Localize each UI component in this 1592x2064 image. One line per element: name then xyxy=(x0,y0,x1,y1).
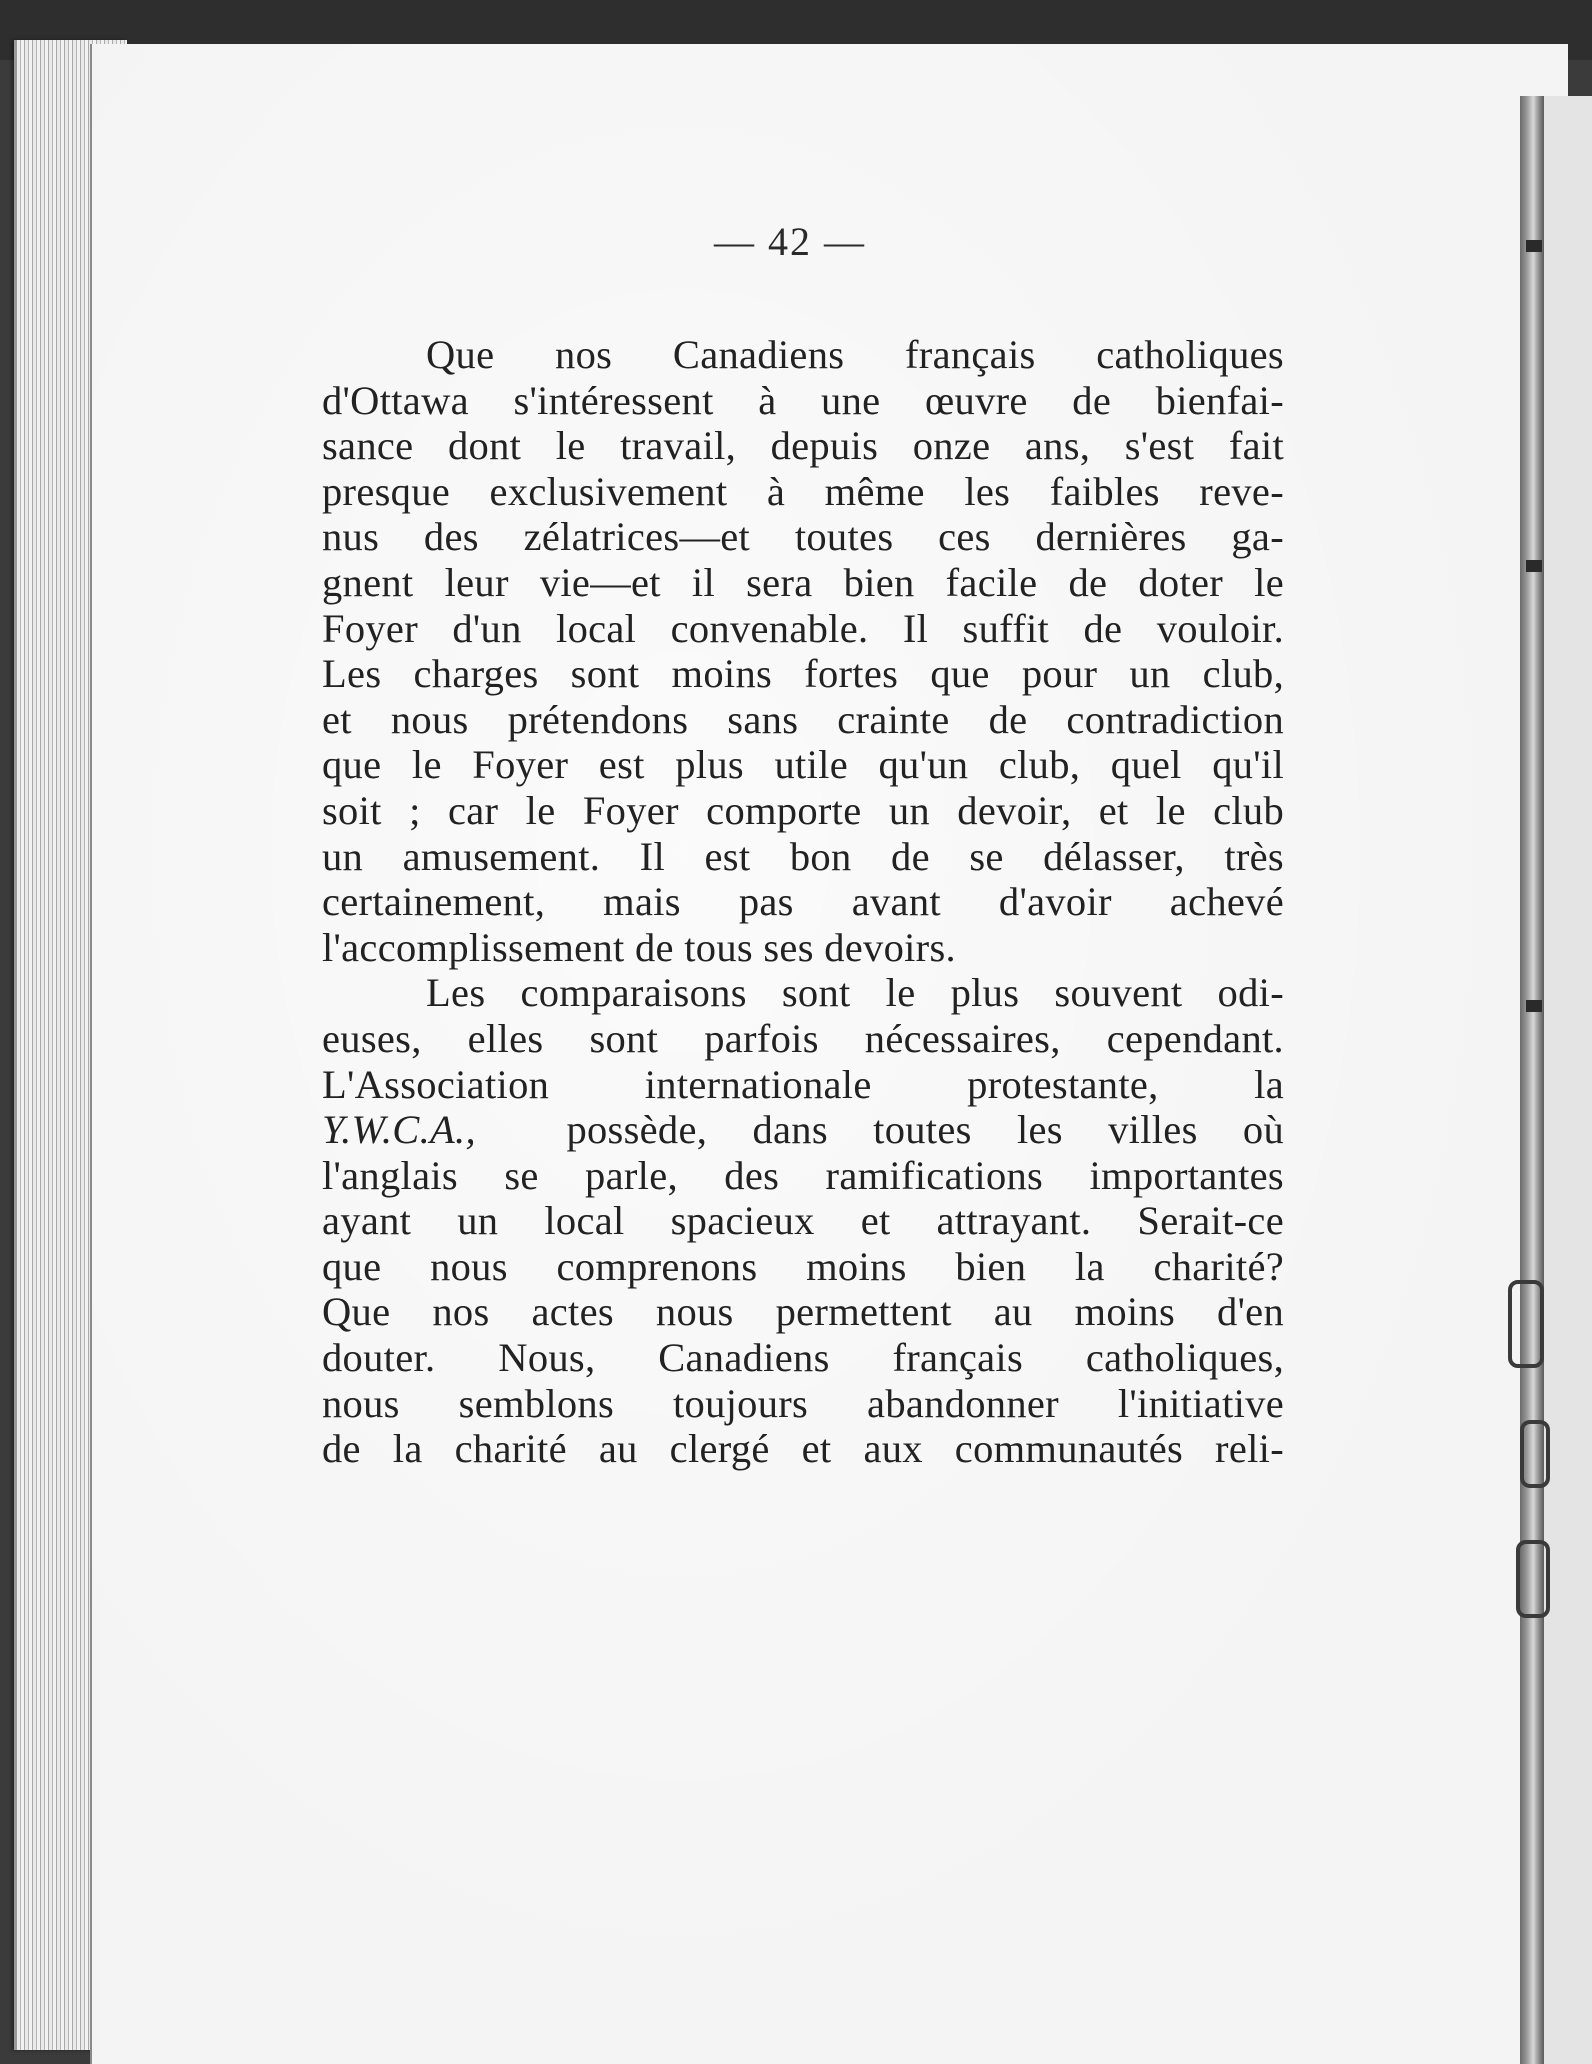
text-line: Que nos actes nous permettent au moins d'en xyxy=(322,1289,1284,1335)
text-line: Foyer d'un local convenable. Il suffit de vouloir. xyxy=(322,605,1284,651)
book-binding xyxy=(1520,96,1544,2064)
text-line: nous semblons toujours abandonner l'initiative xyxy=(322,1380,1284,1426)
text-line-with-italic xyxy=(322,1107,1284,1153)
text-line: certainement, mais pas avant d'avoir achevé xyxy=(322,879,1284,925)
text-line: nus des zélatrices—et toutes ces dernières ga- xyxy=(322,514,1284,560)
text-line: euses, elles sont parfois nécessaires, cependant. xyxy=(322,1015,1284,1061)
text-line: que nous comprenons moins bien la charité? xyxy=(322,1243,1284,1289)
paragraph xyxy=(322,332,1284,970)
text-line: L'Association internationale protestante, la xyxy=(322,1061,1284,1107)
binding-stitch xyxy=(1526,560,1542,572)
paragraph xyxy=(322,970,1284,1472)
text-fragment: possède, dans toutes les villes où xyxy=(566,1107,1284,1153)
text-line: gnent leur vie—et il sera bien facile de doter le xyxy=(322,559,1284,605)
text-line: Que nos Canadiens français catholiques xyxy=(426,332,1284,377)
text-line: et nous prétendons sans crainte de contradiction xyxy=(322,696,1284,742)
binding-clip xyxy=(1508,1280,1544,1368)
text-line: de la charité au clergé et aux communautés reli- xyxy=(322,1426,1284,1472)
text-line: sance dont le travail, depuis onze ans, s'est fait xyxy=(322,423,1284,469)
binding-clip xyxy=(1516,1540,1550,1618)
text-line: Les comparaisons sont le plus souvent odi- xyxy=(426,970,1284,1016)
text-line: que le Foyer est plus utile qu'un club, quel qu'il xyxy=(322,742,1284,788)
body-text xyxy=(322,332,1284,1472)
text-line: ayant un local spacieux et attrayant. Serait-ce xyxy=(322,1198,1284,1244)
italic-abbreviation: Y.W.C.A., xyxy=(322,1107,476,1153)
text-line: un amusement. Il est bon de se délasser, très xyxy=(322,833,1284,879)
text-line: presque exclusivement à même les faibles reve- xyxy=(322,468,1284,514)
text-line: l'accomplissement de tous ses devoirs. xyxy=(322,924,956,970)
text-line: l'anglais se parle, des ramifications importantes xyxy=(322,1152,1284,1198)
binding-stitch xyxy=(1526,1000,1542,1012)
binding-clip xyxy=(1520,1420,1550,1488)
facing-page-edge xyxy=(1544,96,1592,2064)
text-line: d'Ottawa s'intéressent à une œuvre de bienfai- xyxy=(322,377,1284,423)
binding-stitch xyxy=(1526,240,1542,252)
page-number: — 42 — xyxy=(714,219,866,264)
text-line: soit ; car le Foyer comporte un devoir, et le club xyxy=(322,787,1284,833)
text-line: douter. Nous, Canadiens français catholiques, xyxy=(322,1335,1284,1381)
text-line: Les charges sont moins fortes que pour un club, xyxy=(322,651,1284,697)
